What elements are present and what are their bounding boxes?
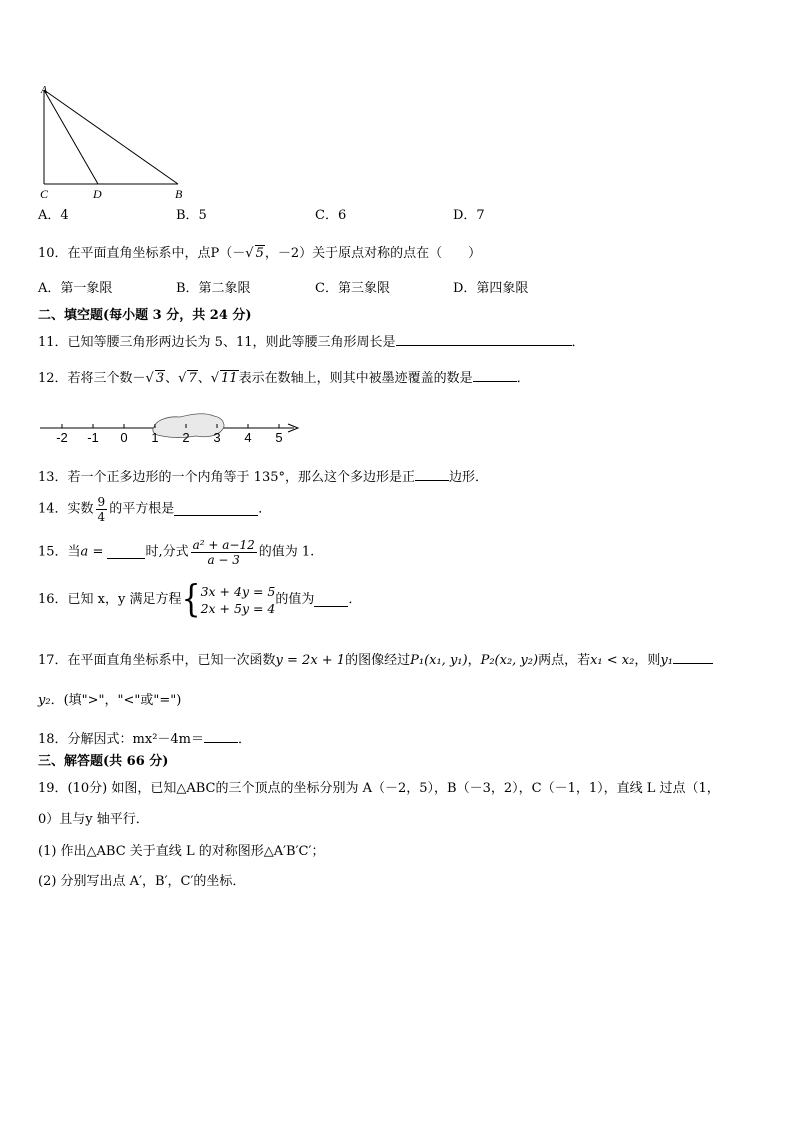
sqrt-5: 5: [255, 246, 264, 261]
tick-label: 5: [275, 430, 283, 445]
sqrt-11: 11: [221, 371, 238, 386]
label-b: B: [175, 187, 183, 201]
question-11: 11．已知等腰三角形两边长为 5、11，则此等腰三角形周长是 ．: [38, 335, 585, 350]
question-14: 14．实数 $\frac{9}{4}$ 的平方根是 ．: [38, 495, 272, 524]
question-16: 16．已知 x，y 满足方程{ 3x + 4y = 5 2x + 5y = 4 的值为 ．: [38, 577, 362, 622]
question-19-line2: 0）且与y 轴平行．: [38, 812, 149, 827]
answer-blank: [415, 468, 449, 481]
q9-option-b: B．5: [176, 208, 207, 223]
question-19-line1: 19．(10分) 如图，已知△ABC的三个顶点的坐标分别为 A（－2，5），B（－3，2），C（－1，1），直线 L 过点（1，: [38, 781, 720, 796]
answer-blank: [174, 503, 258, 516]
sqrt-7: 7: [188, 371, 197, 386]
tick-label: -1: [87, 430, 99, 445]
question-17: 17．在平面直角坐标系中，已知一次函数y = 2x + 1的图像经过P₁(x₁, y₁)，P₂(x₂, y₂)两点，若x₁ < x₂，则y₁: [38, 651, 713, 669]
question-15: 15．当a = 时,分式 $\frac{\text{a² + a−12}}{a - 3}$ 的值为 1.: [38, 538, 315, 567]
q9-option-c: C．6: [315, 208, 347, 223]
question-18: 18．分解因式：mx²－4m＝ ．: [38, 732, 252, 747]
question-19-part1: (1) 作出△ABC 关于直线 L 的对称图形△A′B′C′；: [38, 844, 325, 859]
tick-label: 1: [151, 430, 159, 445]
answer-blank: [314, 594, 348, 607]
segment-ad: [44, 90, 98, 184]
answer-blank: [107, 546, 145, 559]
label-c: C: [40, 187, 49, 201]
label-d: D: [93, 187, 102, 201]
answer-blank: [473, 369, 517, 382]
q10-option-d: D．第四象限: [453, 281, 529, 296]
question-10: 10．在平面直角坐标系中，点P（－√ 5，－2）关于原点对称的点在（ ）: [38, 246, 482, 261]
q9-option-a: A．4: [38, 208, 69, 223]
tick-label: 0: [120, 430, 128, 445]
answer-blank: [204, 730, 238, 743]
side-ab: [44, 90, 178, 184]
tick-label: 4: [244, 430, 252, 445]
equation-system: 3x + 4y = 5 2x + 5y = 4: [200, 584, 276, 616]
label-a: A: [41, 85, 48, 96]
fraction-9-4: $\frac{9}{4}$: [97, 495, 106, 524]
question-13: 13．若一个正多边形的一个内角等于 135°，那么这个多边形是正 边形．: [38, 470, 489, 485]
section-2-heading: 二、填空题(每小题 3 分，共 24 分): [38, 308, 252, 323]
answer-blank: [396, 333, 572, 346]
number-line: [36, 408, 306, 448]
tick-label: 3: [213, 430, 221, 445]
tick-label: -2: [56, 430, 68, 445]
tick-label: 2: [182, 430, 190, 445]
question-12: 12．若将三个数－√ 3、√ 7、√ 11表示在数轴上，则其中被墨迹覆盖的数是 ．: [38, 371, 530, 386]
q10-option-c: C．第三象限: [315, 281, 390, 296]
q10-option-a: A．第一象限: [38, 281, 113, 296]
q9-option-d: D．7: [453, 208, 485, 223]
question-17-line2: y₂．(填">"，"<"或"="): [38, 693, 182, 708]
section-3-heading: 三、解答题(共 66 分): [38, 754, 169, 769]
sqrt-3: 3: [155, 371, 165, 386]
fraction-expression: $\frac{\text{a² + a−12}}{a - 3}$: [192, 538, 255, 567]
answer-blank: [673, 651, 713, 664]
triangle-figure: [36, 82, 196, 202]
question-19-part2: (2) 分别写出点 A′，B′，C′的坐标．: [38, 874, 246, 889]
q10-option-b: B．第二象限: [176, 281, 251, 296]
